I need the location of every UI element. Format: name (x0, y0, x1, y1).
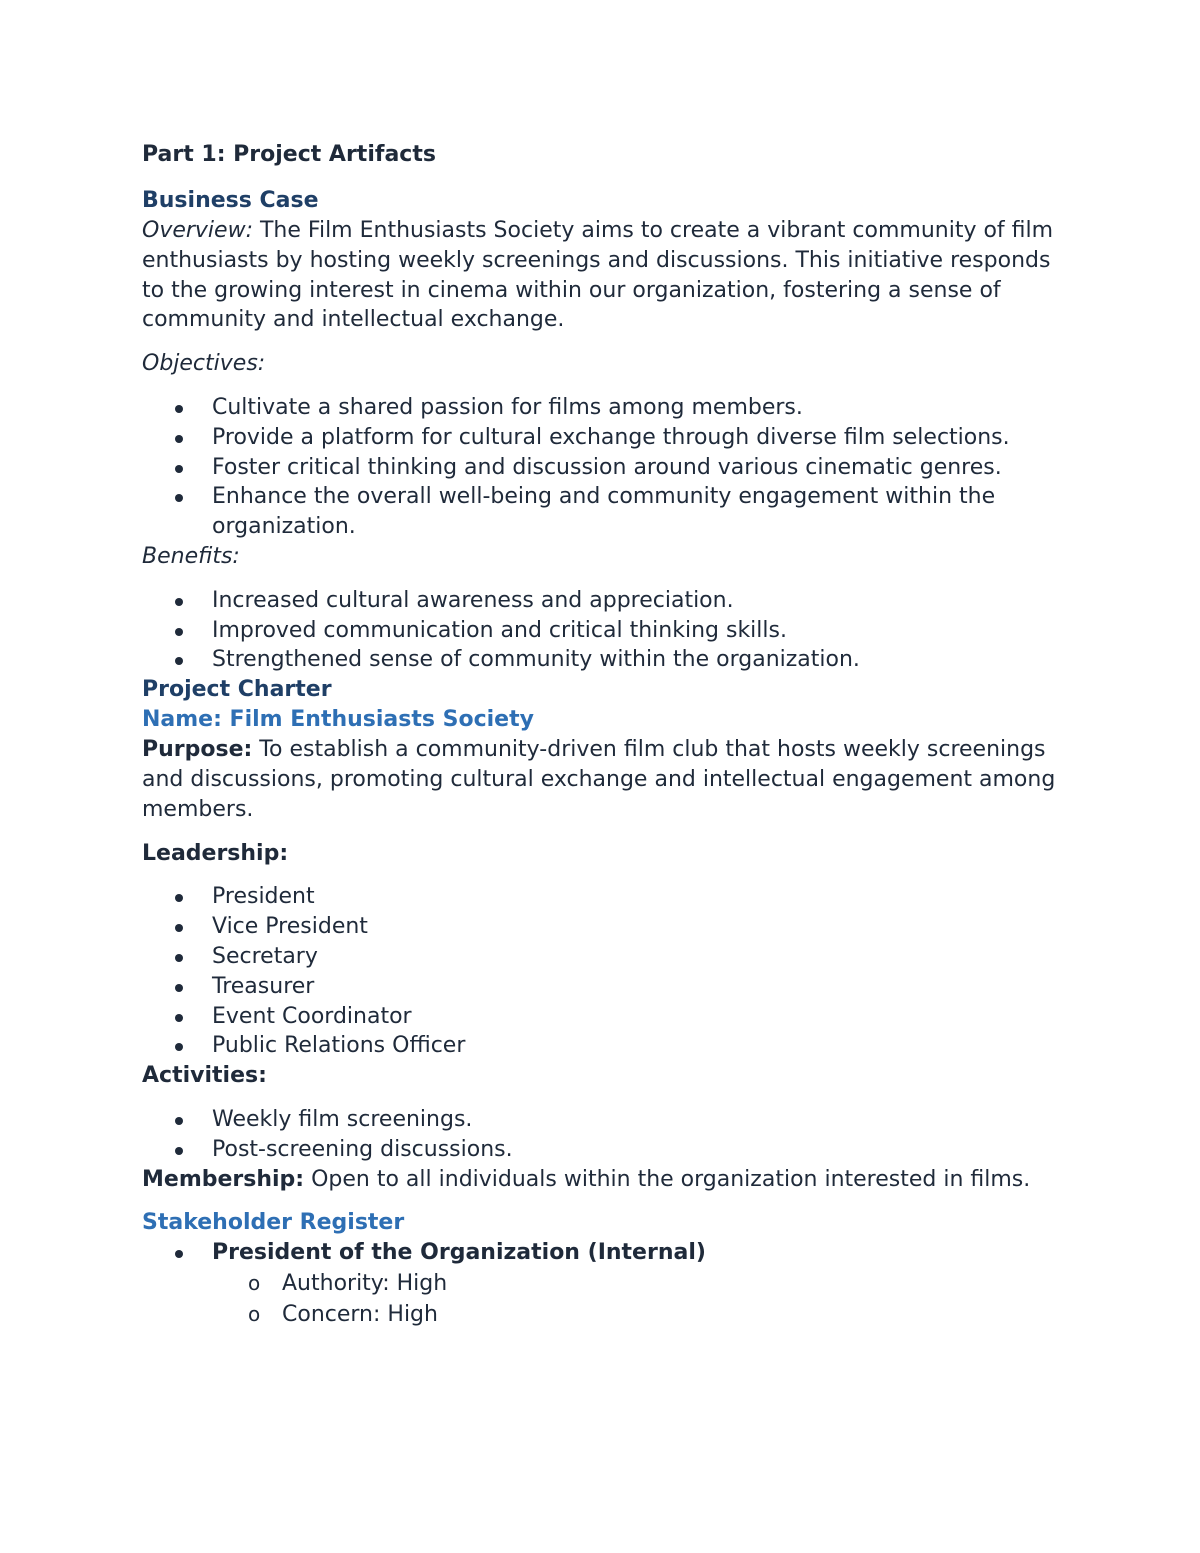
objectives-label-text: Objectives: (142, 351, 266, 377)
list-item: Increased cultural awareness and appreciation. (142, 586, 1072, 616)
purpose-label: Purpose: (142, 737, 253, 763)
list-item: Secretary (142, 942, 1072, 972)
stakeholder-register-heading: Stakeholder Register (142, 1210, 405, 1236)
list-item: Provide a platform for cultural exchange through diverse film selections. (142, 423, 1072, 453)
charter-name-line: Name: Film Enthusiasts Society (142, 707, 534, 733)
list-item: Post-screening discussions. (142, 1135, 1072, 1165)
benefits-label-text: Benefits: (142, 543, 240, 569)
business-case-heading: Business Case (142, 188, 319, 213)
stakeholder-item: President of the Organization (Internal) (142, 1238, 1072, 1268)
list-item: Enhance the overall well-being and community engagement within the organization. (142, 482, 1072, 542)
list-item: Public Relations Officer (142, 1031, 1072, 1061)
list-item: Weekly film screenings. (142, 1105, 1072, 1135)
leadership-list (142, 882, 1072, 1061)
membership-text: Open to all individuals within the organization interested in films. (304, 1166, 1031, 1192)
project-charter-heading: Project Charter (142, 677, 332, 703)
list-item: Cultivate a shared passion for films among members. (142, 393, 1072, 423)
purpose-paragraph (142, 735, 1072, 824)
part-title: Part 1: Project Artifacts (142, 142, 436, 167)
stakeholder-details-list (142, 1268, 1072, 1330)
list-item: Treasurer (142, 972, 1072, 1002)
stakeholder-concern: o Concern: High (142, 1299, 1072, 1330)
list-item: Improved communication and critical thinking skills. (142, 616, 1072, 646)
benefits-list (142, 586, 1072, 675)
overview-paragraph (142, 216, 1072, 335)
objectives-label (142, 349, 1072, 379)
activities-list (142, 1105, 1072, 1165)
list-item: Vice President (142, 912, 1072, 942)
activities-label: Activities: (142, 1063, 267, 1089)
list-item: Event Coordinator (142, 1002, 1072, 1032)
document-page (142, 138, 1072, 1330)
purpose-text: To establish a community-driven film club that hosts weekly screenings and discussions, promoting cultural exchange and intellectual engagement among members. (142, 737, 1056, 822)
overview-label: Overview: (142, 218, 253, 243)
benefits-label (142, 542, 1072, 572)
list-item: President (142, 882, 1072, 912)
membership-paragraph (142, 1165, 1072, 1195)
overview-text: The Film Enthusiasts Society aims to create a vibrant community of film enthusiasts by hosting weekly screenings and discussions. This initiative responds to the growing interest in cinema within our organization, fostering a sense of community and intellectual exchange. (142, 218, 1054, 333)
leadership-label: Leadership: (142, 840, 289, 866)
membership-label: Membership: (142, 1166, 305, 1192)
stakeholder-list (142, 1238, 1072, 1268)
stakeholder-authority: o Authority: High (142, 1268, 1072, 1299)
objectives-list (142, 393, 1072, 542)
list-item: Foster critical thinking and discussion around various cinematic genres. (142, 453, 1072, 483)
list-item: Strengthened sense of community within the organization. (142, 645, 1072, 675)
